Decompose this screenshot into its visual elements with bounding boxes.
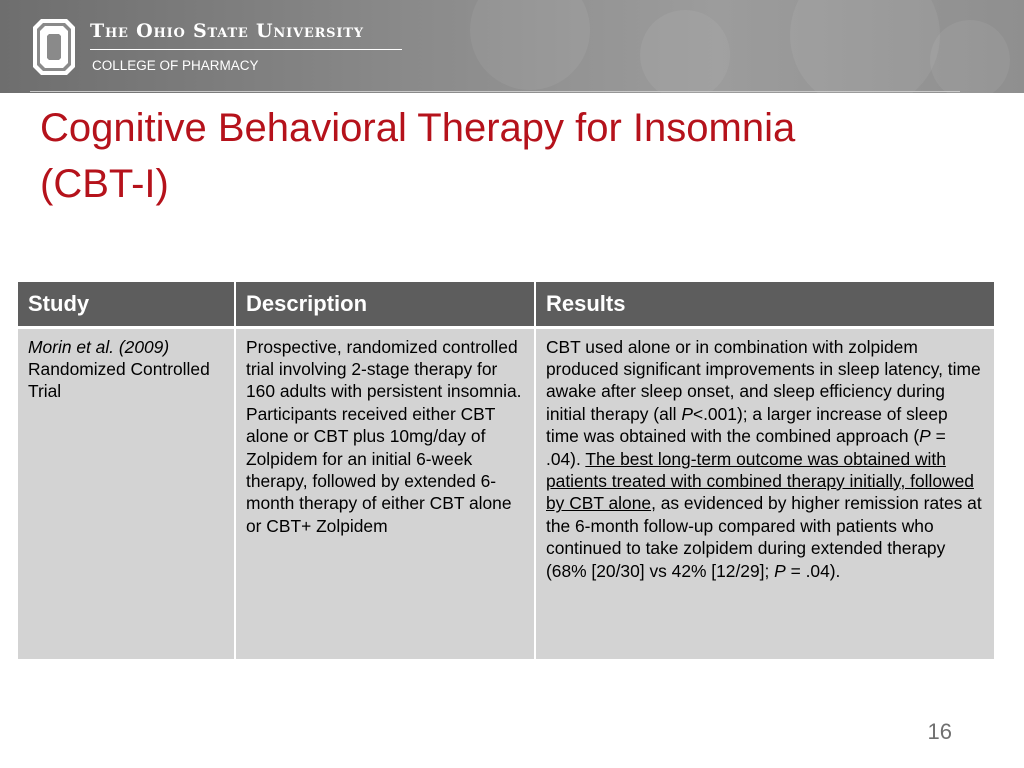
results-text-3: = .04). (546, 426, 946, 469)
header-banner (0, 0, 1024, 93)
college-name: COLLEGE OF PHARMACY (92, 58, 259, 73)
banner-underline (30, 91, 960, 92)
results-text-1: CBT used alone or in combination with zolpidem produced significant improvements in sleep latency, time awake after sleep onset, and sleep efficiency during initial therapy (all (546, 336, 981, 424)
banner-decoration (640, 10, 730, 93)
description-cell: Prospective, randomized controlled trial involving 2-stage therapy for 160 adults with persistent insomnia. Participants received either CBT alone or CBT plus 10mg/day of Zolpidem for an initial 6-week therapy, followed by extended 6-month therapy of either CBT alone or CBT+ Zolpidem (235, 327, 535, 659)
header-description: Description (235, 282, 535, 327)
slide-title (40, 100, 980, 212)
slide-title-line2: (CBT-I) (40, 162, 169, 206)
header-results: Results (535, 282, 994, 327)
study-cell (18, 327, 235, 659)
header-divider (90, 49, 402, 50)
p-value-symbol: P (774, 560, 786, 581)
banner-decoration (470, 0, 590, 90)
results-text-4: , as evidenced by higher remission rates at the 6-month follow-up compared with patients who continued to take zolpidem during extended therapy (68% [20/30] vs 42% [12/29]; (546, 493, 982, 581)
study-design: Randomized Controlled Trial (28, 358, 210, 402)
study-citation: Morin et al. (2009) (28, 336, 170, 357)
results-text-2: <.001); a larger increase of sleep time was obtained with the combined approach ( (546, 403, 948, 447)
study-table (18, 282, 994, 659)
block-o-logo-icon (31, 17, 77, 77)
table-row (18, 327, 994, 659)
results-text-5: = .04). (785, 560, 841, 581)
header-study: Study (18, 282, 235, 327)
banner-decoration (790, 0, 940, 93)
slide-title-line1: Cognitive Behavioral Therapy for Insomnia (40, 106, 796, 150)
page-number: 16 (927, 719, 952, 744)
results-key-finding: The best long-term outcome was obtained with patients treated with combined therapy initially, followed by CBT alone (546, 448, 974, 514)
table-header-row (18, 282, 994, 327)
p-value-symbol: P (681, 403, 693, 424)
university-name: The Ohio State University (90, 20, 364, 42)
p-value-symbol: P (919, 426, 931, 447)
banner-decoration (930, 20, 1010, 93)
results-cell (535, 327, 994, 659)
